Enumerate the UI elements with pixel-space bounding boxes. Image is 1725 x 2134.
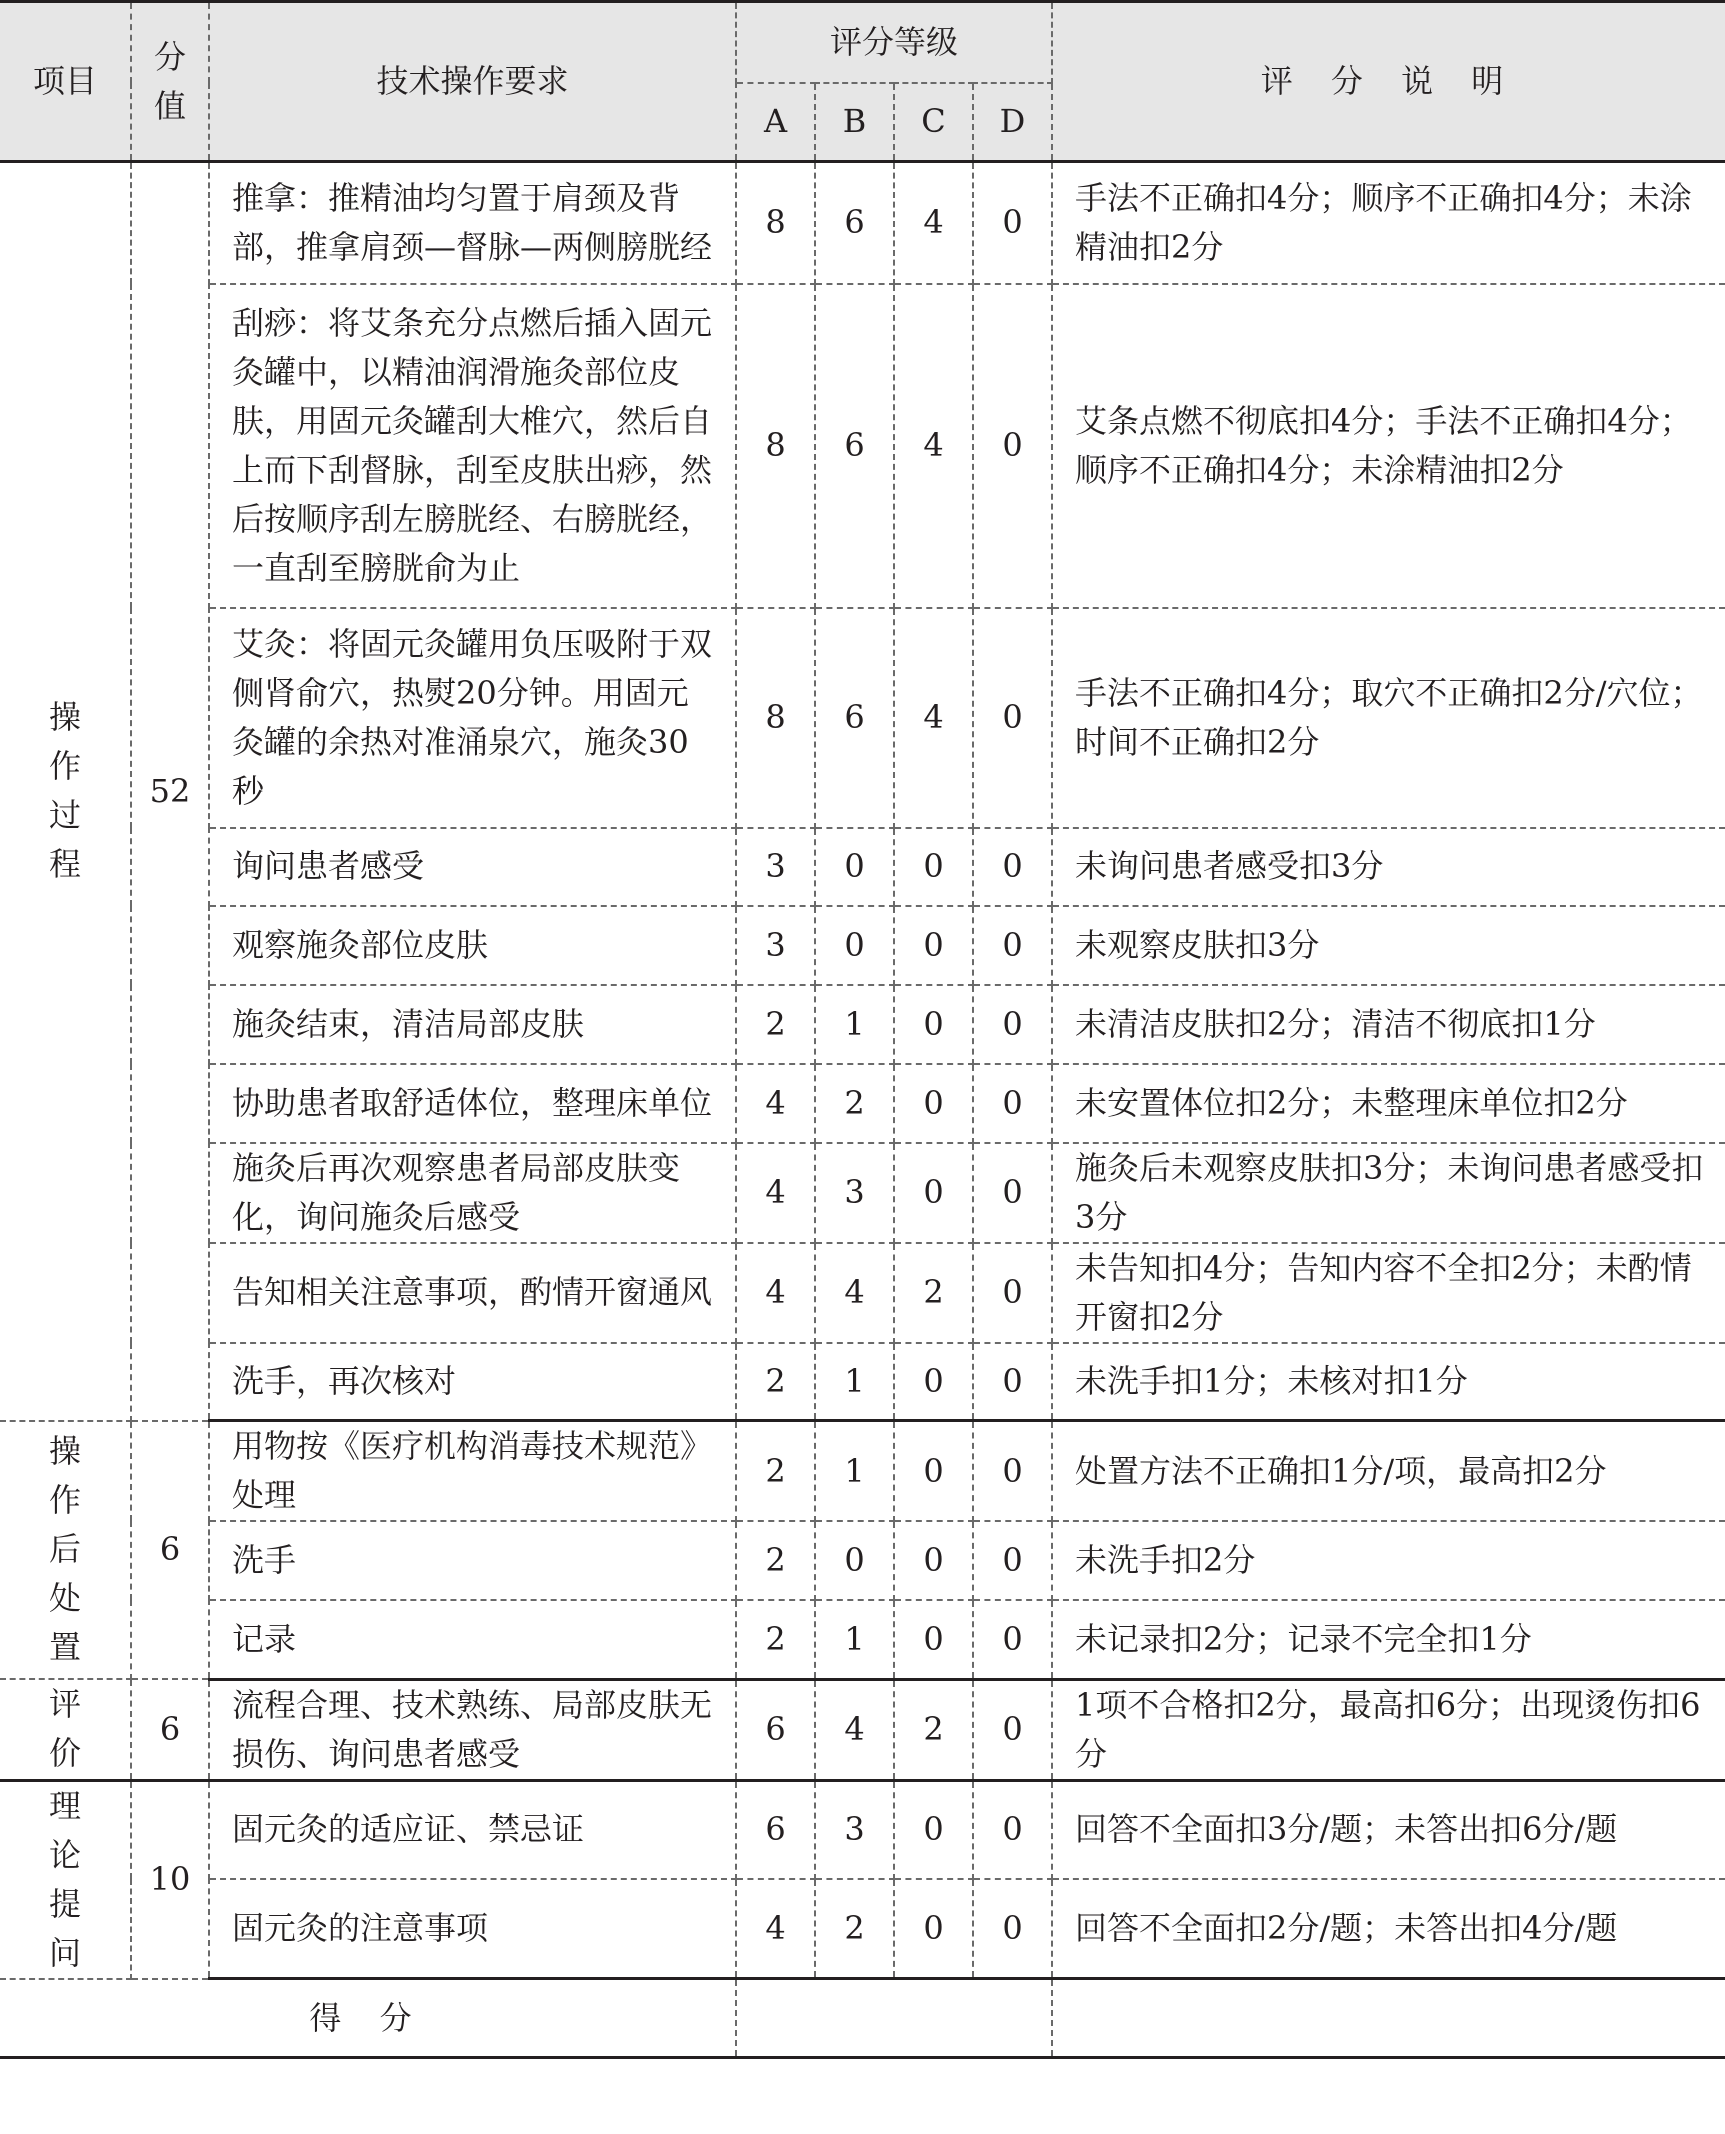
requirement-cell: 固元灸的适应证、禁忌证 bbox=[209, 1780, 736, 1879]
notes-cell: 回答不全面扣2分/题；未答出扣4分/题 bbox=[1052, 1879, 1725, 1978]
grade-c-cell: 0 bbox=[894, 1343, 973, 1421]
grade-a-cell: 4 bbox=[736, 1879, 815, 1978]
grade-b-cell: 2 bbox=[815, 1879, 894, 1978]
grade-c-cell: 0 bbox=[894, 1879, 973, 1978]
grade-b-cell: 4 bbox=[815, 1243, 894, 1343]
requirement-cell: 刮痧：将艾条充分点燃后插入固元灸罐中，以精油润滑施灸部位皮肤，用固元灸罐刮大椎穴，然后自上而下刮督脉，刮至皮肤出痧，然后按顺序刮左膀胱经、右膀胱经，一直刮至膀胱俞为止 bbox=[209, 284, 736, 608]
grade-d-cell: 0 bbox=[973, 828, 1052, 906]
requirement-cell: 告知相关注意事项，酌情开窗通风 bbox=[209, 1243, 736, 1343]
grade-b-cell: 2 bbox=[815, 1064, 894, 1143]
requirement-cell: 询问患者感受 bbox=[209, 828, 736, 906]
grade-d-cell: 0 bbox=[973, 1143, 1052, 1243]
notes-cell: 艾条点燃不彻底扣4分；手法不正确扣4分；顺序不正确扣4分；未涂精油扣2分 bbox=[1052, 284, 1725, 608]
requirement-cell: 推拿：推精油均匀置于肩颈及背部，推拿肩颈—督脉—两侧膀胱经 bbox=[209, 162, 736, 284]
notes-cell: 未询问患者感受扣3分 bbox=[1052, 828, 1725, 906]
requirement-cell: 施灸结束，清洁局部皮肤 bbox=[209, 985, 736, 1064]
table-row bbox=[0, 1143, 1725, 1243]
grade-d-cell: 0 bbox=[973, 1243, 1052, 1343]
table-row bbox=[0, 1064, 1725, 1143]
grade-b-cell: 1 bbox=[815, 985, 894, 1064]
grade-d-cell: 0 bbox=[973, 906, 1052, 985]
grade-a-cell: 4 bbox=[736, 1243, 815, 1343]
grade-c-cell: 0 bbox=[894, 1780, 973, 1879]
grade-b-cell: 0 bbox=[815, 906, 894, 985]
requirement-cell: 用物按《医疗机构消毒技术规范》处理 bbox=[209, 1421, 736, 1522]
header-item: 项目 bbox=[0, 2, 131, 162]
table-row bbox=[0, 1243, 1725, 1343]
grade-a-cell: 2 bbox=[736, 1600, 815, 1679]
section-score: 10 bbox=[131, 1780, 209, 1979]
notes-cell: 未安置体位扣2分；未整理床单位扣2分 bbox=[1052, 1064, 1725, 1143]
grade-b-cell: 3 bbox=[815, 1143, 894, 1243]
grade-d-cell: 0 bbox=[973, 1064, 1052, 1143]
table-row bbox=[0, 1343, 1725, 1421]
header-requirement: 技术操作要求 bbox=[209, 2, 736, 162]
requirement-cell: 记录 bbox=[209, 1600, 736, 1679]
grade-d-cell: 0 bbox=[973, 1679, 1052, 1780]
header-score: 分值 bbox=[131, 2, 209, 162]
section-name: 评价 bbox=[0, 1679, 131, 1780]
table-body bbox=[0, 162, 1725, 1979]
grade-b-cell: 0 bbox=[815, 828, 894, 906]
table-row bbox=[0, 828, 1725, 906]
grade-a-cell: 4 bbox=[736, 1143, 815, 1243]
notes-cell: 1项不合格扣2分，最高扣6分；出现烫伤扣6分 bbox=[1052, 1679, 1725, 1780]
notes-cell: 处置方法不正确扣1分/项，最高扣2分 bbox=[1052, 1421, 1725, 1522]
notes-cell: 未洗手扣1分；未核对扣1分 bbox=[1052, 1343, 1725, 1421]
grade-c-cell: 0 bbox=[894, 828, 973, 906]
grade-c-cell: 2 bbox=[894, 1243, 973, 1343]
requirement-cell: 协助患者取舒适体位，整理床单位 bbox=[209, 1064, 736, 1143]
grade-a-cell: 3 bbox=[736, 906, 815, 985]
notes-cell: 未清洁皮肤扣2分；清洁不彻底扣1分 bbox=[1052, 985, 1725, 1064]
grade-d-cell: 0 bbox=[973, 1521, 1052, 1600]
requirement-cell: 固元灸的注意事项 bbox=[209, 1879, 736, 1978]
grade-d-cell: 0 bbox=[973, 1780, 1052, 1879]
header-grade-group: 评分等级 bbox=[736, 2, 1052, 83]
grade-a-cell: 6 bbox=[736, 1780, 815, 1879]
grade-d-cell: 0 bbox=[973, 162, 1052, 284]
grade-d-cell: 0 bbox=[973, 1421, 1052, 1522]
grade-c-cell: 4 bbox=[894, 608, 973, 828]
header-notes: 评 分 说 明 bbox=[1052, 2, 1725, 162]
notes-cell: 未告知扣4分；告知内容不全扣2分；未酌情开窗扣2分 bbox=[1052, 1243, 1725, 1343]
grade-c-cell: 0 bbox=[894, 906, 973, 985]
grade-a-cell: 2 bbox=[736, 1421, 815, 1522]
grade-c-cell: 0 bbox=[894, 1521, 973, 1600]
requirement-cell: 流程合理、技术熟练、局部皮肤无损伤、询问患者感受 bbox=[209, 1679, 736, 1780]
table-row bbox=[0, 1600, 1725, 1679]
table-row bbox=[0, 608, 1725, 828]
section-score: 6 bbox=[131, 1421, 209, 1680]
grade-c-cell: 4 bbox=[894, 162, 973, 284]
requirement-cell: 洗手 bbox=[209, 1521, 736, 1600]
table-row bbox=[0, 1780, 1725, 1879]
notes-cell: 未观察皮肤扣3分 bbox=[1052, 906, 1725, 985]
section-name: 操作过程 bbox=[0, 162, 131, 1421]
table-row bbox=[0, 162, 1725, 284]
footer-grade-cell bbox=[736, 1979, 1052, 2058]
grade-b-cell: 6 bbox=[815, 162, 894, 284]
section-name: 理论提问 bbox=[0, 1780, 131, 1979]
requirement-cell: 洗手，再次核对 bbox=[209, 1343, 736, 1421]
grade-d-cell: 0 bbox=[973, 1600, 1052, 1679]
grade-d-cell: 0 bbox=[973, 1343, 1052, 1421]
table-row bbox=[0, 1421, 1725, 1522]
table-row bbox=[0, 985, 1725, 1064]
grade-b-cell: 1 bbox=[815, 1600, 894, 1679]
table-row bbox=[0, 1679, 1725, 1780]
section-score: 52 bbox=[131, 162, 209, 1421]
notes-cell: 手法不正确扣4分；取穴不正确扣2分/穴位；时间不正确扣2分 bbox=[1052, 608, 1725, 828]
grade-d-cell: 0 bbox=[973, 985, 1052, 1064]
grade-a-cell: 8 bbox=[736, 608, 815, 828]
footer-notes-cell bbox=[1052, 1979, 1725, 2058]
section-score: 6 bbox=[131, 1679, 209, 1780]
grade-b-cell: 1 bbox=[815, 1343, 894, 1421]
grade-a-cell: 3 bbox=[736, 828, 815, 906]
grade-a-cell: 2 bbox=[736, 985, 815, 1064]
table-row bbox=[0, 906, 1725, 985]
header-grade-c: C bbox=[894, 83, 973, 162]
grade-b-cell: 0 bbox=[815, 1521, 894, 1600]
notes-cell: 手法不正确扣4分；顺序不正确扣4分；未涂精油扣2分 bbox=[1052, 162, 1725, 284]
grade-b-cell: 4 bbox=[815, 1679, 894, 1780]
grade-b-cell: 6 bbox=[815, 284, 894, 608]
grade-b-cell: 6 bbox=[815, 608, 894, 828]
header-grade-a: A bbox=[736, 83, 815, 162]
notes-cell: 未记录扣2分；记录不完全扣1分 bbox=[1052, 1600, 1725, 1679]
grade-d-cell: 0 bbox=[973, 608, 1052, 828]
footer-score-label: 得 分 bbox=[0, 1979, 736, 2058]
grade-c-cell: 0 bbox=[894, 985, 973, 1064]
requirement-cell: 艾灸：将固元灸罐用负压吸附于双侧肾俞穴，热熨20分钟。用固元灸罐的余热对准涌泉穴，施灸30秒 bbox=[209, 608, 736, 828]
grade-a-cell: 2 bbox=[736, 1343, 815, 1421]
grade-c-cell: 0 bbox=[894, 1600, 973, 1679]
table-row bbox=[0, 284, 1725, 608]
grade-a-cell: 6 bbox=[736, 1679, 815, 1780]
grade-a-cell: 8 bbox=[736, 284, 815, 608]
grade-c-cell: 4 bbox=[894, 284, 973, 608]
grade-a-cell: 4 bbox=[736, 1064, 815, 1143]
grade-a-cell: 8 bbox=[736, 162, 815, 284]
requirement-cell: 观察施灸部位皮肤 bbox=[209, 906, 736, 985]
table-row bbox=[0, 1521, 1725, 1600]
table-row bbox=[0, 1879, 1725, 1978]
grade-c-cell: 0 bbox=[894, 1421, 973, 1522]
header-grade-d: D bbox=[973, 83, 1052, 162]
grade-a-cell: 2 bbox=[736, 1521, 815, 1600]
grade-d-cell: 0 bbox=[973, 284, 1052, 608]
grade-d-cell: 0 bbox=[973, 1879, 1052, 1978]
notes-cell: 施灸后未观察皮肤扣3分；未询问患者感受扣3分 bbox=[1052, 1143, 1725, 1243]
table-header bbox=[0, 2, 1725, 162]
section-name: 操作后处置 bbox=[0, 1421, 131, 1680]
notes-cell: 未洗手扣2分 bbox=[1052, 1521, 1725, 1600]
notes-cell: 回答不全面扣3分/题；未答出扣6分/题 bbox=[1052, 1780, 1725, 1879]
grade-c-cell: 0 bbox=[894, 1064, 973, 1143]
header-grade-b: B bbox=[815, 83, 894, 162]
grade-c-cell: 0 bbox=[894, 1143, 973, 1243]
grade-b-cell: 1 bbox=[815, 1421, 894, 1522]
requirement-cell: 施灸后再次观察患者局部皮肤变化，询问施灸后感受 bbox=[209, 1143, 736, 1243]
grade-b-cell: 3 bbox=[815, 1780, 894, 1879]
grade-c-cell: 2 bbox=[894, 1679, 973, 1780]
